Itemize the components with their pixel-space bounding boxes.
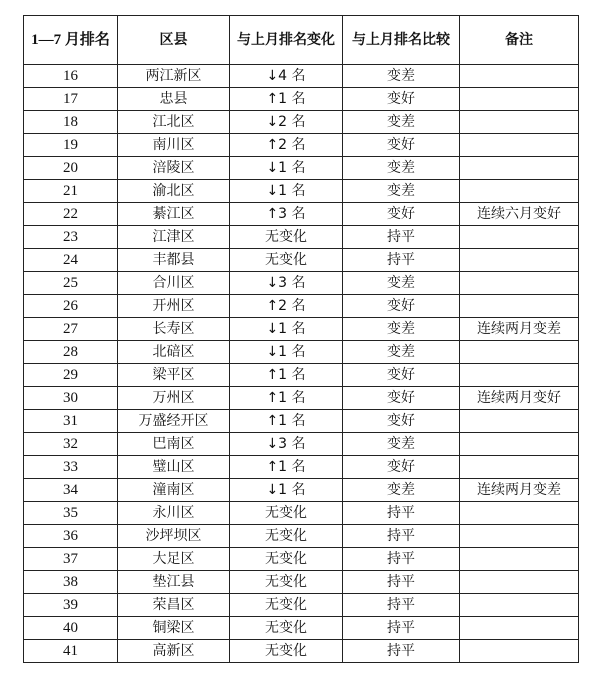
table-row — [24, 456, 579, 479]
cell-note — [460, 180, 579, 203]
cell-compare: 变差 — [343, 318, 460, 341]
table-row — [24, 272, 579, 295]
cell-rank: 39 — [24, 594, 118, 617]
table-row — [24, 571, 579, 594]
cell-rank: 19 — [24, 134, 118, 157]
cell-district: 长寿区 — [118, 318, 230, 341]
cell-note — [460, 341, 579, 364]
cell-compare: 变好 — [343, 456, 460, 479]
cell-compare: 变好 — [343, 134, 460, 157]
cell-rank: 29 — [24, 364, 118, 387]
cell-change: ↓4 名 — [230, 65, 343, 88]
table-row — [24, 479, 579, 502]
cell-district: 垫江县 — [118, 571, 230, 594]
cell-change: ↑1 名 — [230, 88, 343, 111]
cell-district: 沙坪坝区 — [118, 525, 230, 548]
table-row — [24, 203, 579, 226]
cell-note — [460, 502, 579, 525]
cell-note: 连续两月变差 — [460, 318, 579, 341]
cell-compare: 变好 — [343, 410, 460, 433]
cell-compare: 变好 — [343, 295, 460, 318]
cell-compare: 变差 — [343, 341, 460, 364]
cell-district: 开州区 — [118, 295, 230, 318]
cell-change: ↑3 名 — [230, 203, 343, 226]
cell-rank: 25 — [24, 272, 118, 295]
cell-rank: 38 — [24, 571, 118, 594]
cell-rank: 35 — [24, 502, 118, 525]
cell-compare: 变好 — [343, 364, 460, 387]
cell-note — [460, 410, 579, 433]
cell-note — [460, 111, 579, 134]
cell-rank: 36 — [24, 525, 118, 548]
table-row — [24, 617, 579, 640]
cell-rank: 32 — [24, 433, 118, 456]
table-row — [24, 410, 579, 433]
cell-compare: 变好 — [343, 387, 460, 410]
cell-change: ↑2 名 — [230, 295, 343, 318]
cell-district: 万州区 — [118, 387, 230, 410]
table-row — [24, 111, 579, 134]
header-rank: 1—7 月排名 — [24, 16, 118, 65]
cell-compare: 持平 — [343, 617, 460, 640]
table-row — [24, 640, 579, 663]
table-row — [24, 157, 579, 180]
cell-district: 潼南区 — [118, 479, 230, 502]
cell-rank: 16 — [24, 65, 118, 88]
cell-note — [460, 571, 579, 594]
cell-change: 无变化 — [230, 548, 343, 571]
cell-district: 荣昌区 — [118, 594, 230, 617]
cell-compare: 变差 — [343, 433, 460, 456]
cell-district: 忠县 — [118, 88, 230, 111]
cell-compare: 持平 — [343, 525, 460, 548]
cell-rank: 41 — [24, 640, 118, 663]
cell-district: 铜梁区 — [118, 617, 230, 640]
table-row — [24, 249, 579, 272]
cell-change: ↑1 名 — [230, 387, 343, 410]
cell-note — [460, 617, 579, 640]
cell-compare: 持平 — [343, 594, 460, 617]
cell-rank: 34 — [24, 479, 118, 502]
cell-compare: 持平 — [343, 548, 460, 571]
table-row — [24, 180, 579, 203]
header-district: 区县 — [118, 16, 230, 65]
cell-rank: 18 — [24, 111, 118, 134]
cell-change: ↑1 名 — [230, 364, 343, 387]
header-compare: 与上月排名比较 — [343, 16, 460, 65]
cell-note — [460, 226, 579, 249]
cell-rank: 20 — [24, 157, 118, 180]
cell-change: ↑1 名 — [230, 410, 343, 433]
table-row — [24, 65, 579, 88]
cell-note — [460, 640, 579, 663]
cell-change: 无变化 — [230, 249, 343, 272]
cell-district: 渝北区 — [118, 180, 230, 203]
cell-compare: 变差 — [343, 65, 460, 88]
header-change: 与上月排名变化 — [230, 16, 343, 65]
cell-note — [460, 157, 579, 180]
cell-rank: 27 — [24, 318, 118, 341]
ranking-table — [23, 15, 579, 663]
cell-note — [460, 525, 579, 548]
cell-district: 江北区 — [118, 111, 230, 134]
cell-change: ↓1 名 — [230, 479, 343, 502]
cell-change: 无变化 — [230, 571, 343, 594]
cell-district: 江津区 — [118, 226, 230, 249]
cell-district: 綦江区 — [118, 203, 230, 226]
cell-district: 北碚区 — [118, 341, 230, 364]
cell-rank: 24 — [24, 249, 118, 272]
table-row — [24, 88, 579, 111]
table-row — [24, 525, 579, 548]
table-row — [24, 318, 579, 341]
cell-change: 无变化 — [230, 226, 343, 249]
cell-change: ↓3 名 — [230, 272, 343, 295]
table-row — [24, 134, 579, 157]
cell-note: 连续六月变好 — [460, 203, 579, 226]
cell-district: 大足区 — [118, 548, 230, 571]
cell-rank: 28 — [24, 341, 118, 364]
cell-change: 无变化 — [230, 640, 343, 663]
table-row — [24, 226, 579, 249]
cell-change: ↓2 名 — [230, 111, 343, 134]
cell-district: 万盛经开区 — [118, 410, 230, 433]
cell-change: ↓1 名 — [230, 318, 343, 341]
cell-compare: 持平 — [343, 571, 460, 594]
cell-compare: 持平 — [343, 502, 460, 525]
cell-rank: 23 — [24, 226, 118, 249]
cell-rank: 21 — [24, 180, 118, 203]
cell-note — [460, 433, 579, 456]
cell-note — [460, 134, 579, 157]
cell-change: 无变化 — [230, 594, 343, 617]
cell-compare: 变好 — [343, 203, 460, 226]
cell-change: ↓3 名 — [230, 433, 343, 456]
cell-district: 璧山区 — [118, 456, 230, 479]
table-row — [24, 341, 579, 364]
cell-rank: 17 — [24, 88, 118, 111]
cell-district: 丰都县 — [118, 249, 230, 272]
cell-change: 无变化 — [230, 617, 343, 640]
cell-compare: 变差 — [343, 272, 460, 295]
cell-change: 无变化 — [230, 502, 343, 525]
cell-note — [460, 249, 579, 272]
table-row — [24, 548, 579, 571]
cell-change: ↓1 名 — [230, 180, 343, 203]
cell-district: 梁平区 — [118, 364, 230, 387]
cell-note — [460, 548, 579, 571]
cell-note — [460, 364, 579, 387]
cell-compare: 变差 — [343, 479, 460, 502]
cell-district: 合川区 — [118, 272, 230, 295]
cell-compare: 变差 — [343, 180, 460, 203]
table-row — [24, 295, 579, 318]
cell-change: ↑1 名 — [230, 456, 343, 479]
cell-note — [460, 295, 579, 318]
cell-compare: 变差 — [343, 111, 460, 134]
table-row — [24, 387, 579, 410]
cell-district: 巴南区 — [118, 433, 230, 456]
table-row — [24, 433, 579, 456]
cell-rank: 26 — [24, 295, 118, 318]
cell-note — [460, 272, 579, 295]
cell-district: 南川区 — [118, 134, 230, 157]
header-note: 备注 — [460, 16, 579, 65]
cell-rank: 31 — [24, 410, 118, 433]
cell-district: 两江新区 — [118, 65, 230, 88]
cell-change: ↑2 名 — [230, 134, 343, 157]
cell-change: 无变化 — [230, 525, 343, 548]
cell-note: 连续两月变好 — [460, 387, 579, 410]
cell-note — [460, 65, 579, 88]
table-row — [24, 502, 579, 525]
cell-rank: 40 — [24, 617, 118, 640]
cell-compare: 变差 — [343, 157, 460, 180]
cell-district: 永川区 — [118, 502, 230, 525]
cell-compare: 持平 — [343, 249, 460, 272]
cell-rank: 30 — [24, 387, 118, 410]
cell-note — [460, 88, 579, 111]
cell-district: 高新区 — [118, 640, 230, 663]
cell-rank: 37 — [24, 548, 118, 571]
cell-note — [460, 594, 579, 617]
table-row — [24, 594, 579, 617]
cell-note — [460, 456, 579, 479]
header-row — [24, 16, 579, 65]
cell-change: ↓1 名 — [230, 341, 343, 364]
cell-district: 涪陵区 — [118, 157, 230, 180]
cell-rank: 33 — [24, 456, 118, 479]
cell-note: 连续两月变差 — [460, 479, 579, 502]
cell-change: ↓1 名 — [230, 157, 343, 180]
table-row — [24, 364, 579, 387]
cell-compare: 持平 — [343, 226, 460, 249]
cell-rank: 22 — [24, 203, 118, 226]
cell-compare: 持平 — [343, 640, 460, 663]
cell-compare: 变好 — [343, 88, 460, 111]
